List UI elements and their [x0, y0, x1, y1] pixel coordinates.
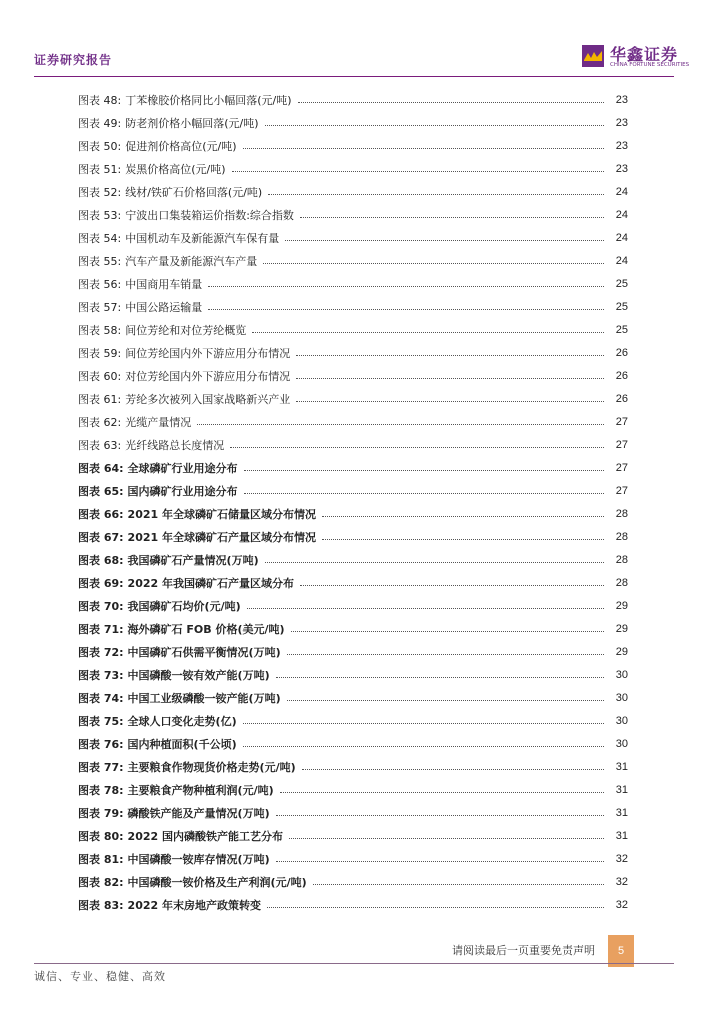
toc-entry-page: 25: [615, 277, 628, 290]
toc-entry-label: 图表 62:: [78, 415, 122, 429]
toc-entry-page: 31: [615, 760, 628, 773]
toc-entry-page: 24: [615, 185, 628, 198]
toc-entry-title: 全球人口变化走势(亿): [127, 714, 237, 728]
toc-entry[interactable]: [78, 548, 628, 571]
toc-entry-title: 中国磷酸一铵有效产能(万吨): [127, 668, 270, 682]
toc-dot-leader: [265, 562, 604, 563]
toc-dot-leader: [268, 194, 604, 195]
toc-entry-page: 25: [615, 300, 628, 313]
toc-entry[interactable]: [78, 502, 628, 525]
logo-mark-icon: [582, 45, 604, 67]
report-title: 证券研究报告: [34, 53, 113, 67]
toc-dot-leader: [285, 240, 604, 241]
toc-entry-title: 汽车产量及新能源汽车产量: [125, 254, 258, 268]
toc-dot-leader: [287, 700, 604, 701]
toc-entry-label: 图表 83:: [78, 898, 124, 912]
toc-entry[interactable]: [78, 410, 628, 433]
toc-entry[interactable]: [78, 387, 628, 410]
toc-entry[interactable]: [78, 663, 628, 686]
toc-entry-label: 图表 69:: [78, 576, 124, 590]
toc-entry[interactable]: [78, 111, 628, 134]
toc-entry-label: 图表 64:: [78, 461, 124, 475]
toc-entry-title: 2022 年我国磷矿石产量区域分布: [127, 576, 294, 590]
footer-divider: [34, 963, 674, 964]
toc-entry-page: 28: [615, 507, 628, 520]
toc-dot-leader: [296, 378, 604, 379]
toc-dot-leader: [265, 125, 605, 126]
toc-entry[interactable]: [78, 203, 628, 226]
toc-entry-title: 光纤线路总长度情况: [125, 438, 225, 452]
toc-entry[interactable]: [78, 801, 628, 824]
toc-entry-title: 2021 年全球磷矿石产量区域分布情况: [127, 530, 316, 544]
toc-entry-page: 30: [615, 714, 628, 727]
toc-entry-label: 图表 55:: [78, 254, 122, 268]
toc-entry-page: 30: [615, 668, 628, 681]
toc-entry[interactable]: [78, 778, 628, 801]
toc-entry-page: 25: [615, 323, 628, 336]
toc-entry-title: 丁苯橡胶价格同比小幅回落(元/吨): [125, 93, 292, 107]
page-header: [34, 38, 690, 77]
toc-dot-leader: [208, 286, 604, 287]
toc-entry-label: 图表 74:: [78, 691, 124, 705]
disclaimer-text: 请阅读最后一页重要免责声明: [452, 944, 595, 957]
toc-entry-page: 24: [615, 208, 628, 221]
toc-dot-leader: [296, 401, 604, 402]
toc-entry-label: 图表 79:: [78, 806, 124, 820]
toc-entry-title: 中国磷矿石供需平衡情况(万吨): [127, 645, 281, 659]
toc-entry-title: 国内磷矿行业用途分布: [127, 484, 238, 498]
toc-entry-page: 28: [615, 530, 628, 543]
toc-entry-page: 26: [615, 369, 628, 382]
toc-entry-label: 图表 61:: [78, 392, 122, 406]
toc-entry-page: 31: [615, 806, 628, 819]
toc-entry-label: 图表 71:: [78, 622, 124, 636]
toc-dot-leader: [289, 838, 604, 839]
toc-entry-label: 图表 77:: [78, 760, 124, 774]
toc-entry-label: 图表 53:: [78, 208, 122, 222]
toc-dot-leader: [263, 263, 604, 264]
toc-entry[interactable]: [78, 617, 628, 640]
toc-entry-label: 图表 68:: [78, 553, 124, 567]
toc-entry-title: 全球磷矿行业用途分布: [127, 461, 238, 475]
toc-dot-leader: [247, 608, 604, 609]
toc-entry[interactable]: [78, 571, 628, 594]
toc-entry-label: 图表 67:: [78, 530, 124, 544]
toc-dot-leader: [291, 631, 604, 632]
toc-dot-leader: [243, 723, 604, 724]
toc-entry-title: 中国机动车及新能源汽车保有量: [125, 231, 280, 245]
toc-dot-leader: [276, 861, 604, 862]
toc-entry-page: 27: [615, 461, 628, 474]
toc-entry[interactable]: [78, 433, 628, 456]
figure-list: [78, 88, 628, 916]
toc-entry-title: 主要粮食产物种植利润(元/吨): [127, 783, 274, 797]
toc-entry-label: 图表 81:: [78, 852, 124, 866]
toc-entry-label: 图表 59:: [78, 346, 122, 360]
toc-entry[interactable]: [78, 157, 628, 180]
toc-entry[interactable]: [78, 295, 628, 318]
toc-entry-label: 图表 72:: [78, 645, 124, 659]
toc-entry-label: 图表 65:: [78, 484, 124, 498]
toc-entry-label: 图表 54:: [78, 231, 122, 245]
toc-entry-page: 30: [615, 691, 628, 704]
toc-entry-page: 32: [615, 852, 628, 865]
toc-dot-leader: [276, 677, 604, 678]
toc-entry-title: 海外磷矿石 FOB 价格(美元/吨): [127, 622, 285, 636]
toc-entry-title: 2022 年末房地产政策转变: [127, 898, 261, 912]
toc-entry-title: 间位芳纶和对位芳纶概览: [125, 323, 247, 337]
toc-entry-label: 图表 51:: [78, 162, 122, 176]
toc-entry-title: 光缆产量情况: [125, 415, 192, 429]
toc-entry[interactable]: [78, 594, 628, 617]
toc-entry-title: 我国磷矿石产量情况(万吨): [127, 553, 259, 567]
toc-entry-label: 图表 66:: [78, 507, 124, 521]
toc-entry-title: 我国磷矿石均价(元/吨): [127, 599, 241, 613]
toc-entry-title: 对位芳纶国内外下游应用分布情况: [125, 369, 291, 383]
toc-dot-leader: [230, 447, 604, 448]
toc-entry-title: 2022 国内磷酸铁产能工艺分布: [127, 829, 283, 843]
toc-entry[interactable]: [78, 640, 628, 663]
toc-entry-title: 中国工业级磷酸一铵产能(万吨): [127, 691, 281, 705]
toc-entry-page: 27: [615, 484, 628, 497]
toc-entry-title: 中国公路运输量: [125, 300, 203, 314]
toc-dot-leader: [322, 516, 604, 517]
toc-entry-page: 32: [615, 875, 628, 888]
toc-dot-leader: [302, 769, 604, 770]
toc-entry[interactable]: [78, 226, 628, 249]
toc-dot-leader: [280, 792, 604, 793]
toc-entry-title: 促进剂价格高位(元/吨): [125, 139, 237, 153]
toc-dot-leader: [244, 470, 604, 471]
toc-entry-label: 图表 58:: [78, 323, 122, 337]
toc-entry[interactable]: [78, 525, 628, 548]
toc-entry-label: 图表 49:: [78, 116, 122, 130]
toc-entry-title: 宁波出口集装箱运价指数:综合指数: [125, 208, 294, 222]
toc-entry-title: 2021 年全球磷矿石储量区域分布情况: [127, 507, 316, 521]
toc-entry-label: 图表 56:: [78, 277, 122, 291]
toc-entry-page: 29: [615, 599, 628, 612]
toc-entry[interactable]: [78, 364, 628, 387]
toc-entry[interactable]: [78, 732, 628, 755]
toc-entry-title: 中国商用车销量: [125, 277, 203, 291]
toc-entry-title: 磷酸铁产能及产量情况(万吨): [127, 806, 270, 820]
toc-entry-page: 23: [615, 162, 628, 175]
footer-motto: 诚信、专业、稳健、高效: [34, 970, 166, 983]
toc-entry-page: 31: [615, 783, 628, 796]
toc-entry-title: 芳纶多次被列入国家战略新兴产业: [125, 392, 291, 406]
toc-entry-page: 26: [615, 346, 628, 359]
toc-entry[interactable]: [78, 870, 628, 893]
toc-dot-leader: [322, 539, 604, 540]
toc-entry-title: 炭黑价格高位(元/吨): [125, 162, 226, 176]
toc-entry-label: 图表 52:: [78, 185, 122, 199]
toc-entry[interactable]: [78, 893, 628, 916]
toc-entry-page: 23: [615, 93, 628, 106]
toc-entry-label: 图表 48:: [78, 93, 122, 107]
toc-dot-leader: [252, 332, 604, 333]
toc-entry-page: 23: [615, 139, 628, 152]
toc-entry[interactable]: [78, 180, 628, 203]
logo-text-en: CHINA FORTUNE SECURITIES: [610, 62, 690, 68]
toc-entry[interactable]: [78, 824, 628, 847]
toc-entry-title: 间位芳纶国内外下游应用分布情况: [125, 346, 291, 360]
toc-entry[interactable]: [78, 318, 628, 341]
toc-dot-leader: [244, 493, 604, 494]
toc-entry-title: 国内种植面积(千公顷): [127, 737, 237, 751]
toc-entry[interactable]: [78, 479, 628, 502]
toc-entry-label: 图表 82:: [78, 875, 124, 889]
toc-entry[interactable]: [78, 755, 628, 778]
toc-entry-title: 主要粮食作物现货价格走势(元/吨): [127, 760, 296, 774]
toc-entry-page: 23: [615, 116, 628, 129]
toc-entry-title: 线材/铁矿石价格回落(元/吨): [125, 185, 263, 199]
toc-entry[interactable]: [78, 709, 628, 732]
toc-entry[interactable]: [78, 686, 628, 709]
toc-dot-leader: [197, 424, 604, 425]
toc-entry-label: 图表 75:: [78, 714, 124, 728]
toc-entry-label: 图表 76:: [78, 737, 124, 751]
toc-entry[interactable]: [78, 134, 628, 157]
toc-entry-page: 30: [615, 737, 628, 750]
toc-dot-leader: [243, 746, 604, 747]
toc-dot-leader: [313, 884, 604, 885]
toc-entry[interactable]: [78, 249, 628, 272]
toc-dot-leader: [276, 815, 604, 816]
toc-entry-label: 图表 50:: [78, 139, 122, 153]
toc-dot-leader: [243, 148, 605, 149]
toc-entry-page: 32: [615, 898, 628, 911]
toc-entry-page: 29: [615, 645, 628, 658]
toc-entry-page: 28: [615, 553, 628, 566]
toc-entry-page: 31: [615, 829, 628, 842]
toc-entry-label: 图表 78:: [78, 783, 124, 797]
toc-dot-leader: [298, 102, 605, 103]
toc-dot-leader: [296, 355, 604, 356]
toc-dot-leader: [208, 309, 604, 310]
toc-entry-page: 24: [615, 254, 628, 267]
toc-entry-page: 29: [615, 622, 628, 635]
toc-entry-page: 27: [615, 415, 628, 428]
toc-entry-label: 图表 57:: [78, 300, 122, 314]
toc-entry[interactable]: [78, 88, 628, 111]
toc-entry-title: 中国磷酸一铵库存情况(万吨): [127, 852, 270, 866]
toc-entry-label: 图表 63:: [78, 438, 122, 452]
toc-dot-leader: [232, 171, 605, 172]
toc-entry-page: 24: [615, 231, 628, 244]
toc-entry-label: 图表 73:: [78, 668, 124, 682]
page-number: 5: [608, 935, 634, 967]
toc-entry[interactable]: [78, 847, 628, 870]
toc-entry[interactable]: [78, 456, 628, 479]
toc-entry-page: 26: [615, 392, 628, 405]
toc-entry[interactable]: [78, 341, 628, 364]
toc-entry[interactable]: [78, 272, 628, 295]
toc-entry-label: 图表 70:: [78, 599, 124, 613]
toc-dot-leader: [300, 217, 604, 218]
toc-dot-leader: [267, 907, 604, 908]
company-logo: [582, 42, 690, 70]
toc-dot-leader: [287, 654, 604, 655]
toc-dot-leader: [300, 585, 604, 586]
toc-entry-page: 27: [615, 438, 628, 451]
toc-entry-title: 防老剂价格小幅回落(元/吨): [125, 116, 259, 130]
toc-entry-page: 28: [615, 576, 628, 589]
toc-entry-label: 图表 80:: [78, 829, 124, 843]
logo-text-cn: 华鑫证券: [610, 45, 679, 64]
toc-entry-title: 中国磷酸一铵价格及生产利润(元/吨): [127, 875, 307, 889]
toc-entry-label: 图表 60:: [78, 369, 122, 383]
